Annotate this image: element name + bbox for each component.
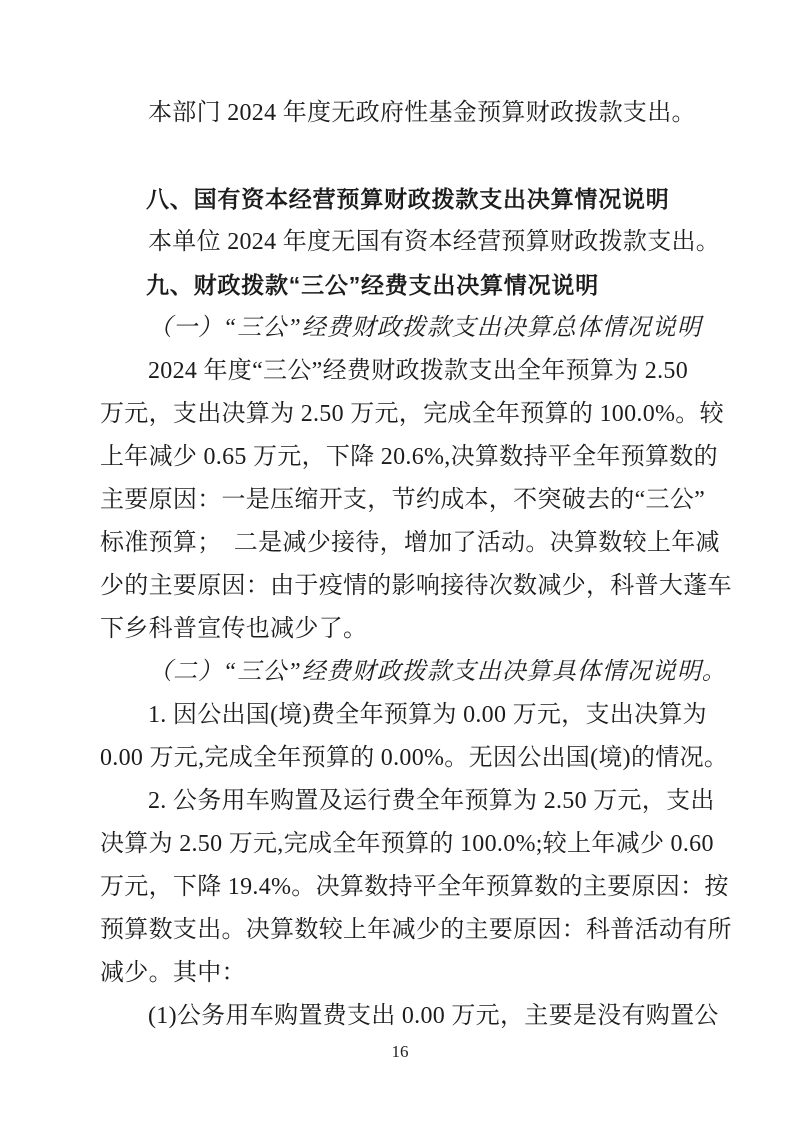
text-line: 主要原因：一是压缩开支，节约成本，不突破去的“三公” xyxy=(100,487,706,513)
sub-heading: （一）“三公”经费财政拨款支出决算总体情况说明 xyxy=(148,315,702,341)
text-line: 万元，支出决算为 2.50 万元，完成全年预算的 100.0%。较 xyxy=(100,401,724,427)
text-line: 减少。其中： xyxy=(100,960,246,986)
text-line: 本部门 2024 年度无政府性基金预算财政拨款支出。 xyxy=(148,100,696,126)
text-line: 预算数支出。决算数较上年减少的主要原因：科普活动有所 xyxy=(100,917,732,943)
page-number: 16 xyxy=(391,1042,409,1061)
text-line: 少的主要原因：由于疫情的影响接待次数减少，科普大蓬车 xyxy=(100,573,732,599)
text-line: 决算为 2.50 万元,完成全年预算的 100.0%;较上年减少 0.60 xyxy=(100,831,714,857)
text-line: (1)公务用车购置费支出 0.00 万元，主要是没有购置公 xyxy=(148,1003,719,1029)
text-line: 标准预算； 二是减少接待，增加了活动。决算数较上年减 xyxy=(100,530,720,556)
text-line: 上年减少 0.65 万元，下降 20.6%,决算数持平全年预算数的 xyxy=(100,444,718,470)
text-line: 2. 公务用车购置及运行费全年预算为 2.50 万元，支出 xyxy=(148,788,715,814)
section-heading: 九、财政拨款“三公”经费支出决算情况说明 xyxy=(146,272,599,298)
text-line: 0.00 万元,完成全年预算的 0.00%。无因公出国(境)的情况。 xyxy=(100,745,729,771)
text-line: 2024 年度“三公”经费财政拨款支出全年预算为 2.50 xyxy=(148,358,689,384)
text-line: 1. 因公出国(境)费全年预算为 0.00 万元，支出决算为 xyxy=(148,702,707,728)
text-line: 下乡科普宣传也减少了。 xyxy=(100,616,368,642)
text-line: 万元，下降 19.4%。决算数持平全年预算数的主要原因：按 xyxy=(100,874,729,900)
document-body xyxy=(100,92,732,1038)
text-line: 本单位 2024 年度无国有资本经营预算财政拨款支出。 xyxy=(148,229,721,255)
section-heading: 八、国有资本经营预算财政拨款支出决算情况说明 xyxy=(146,186,670,212)
sub-heading: （二）“三公”经费财政拨款支出决算具体情况说明。 xyxy=(148,659,727,685)
blank-line xyxy=(100,135,708,178)
